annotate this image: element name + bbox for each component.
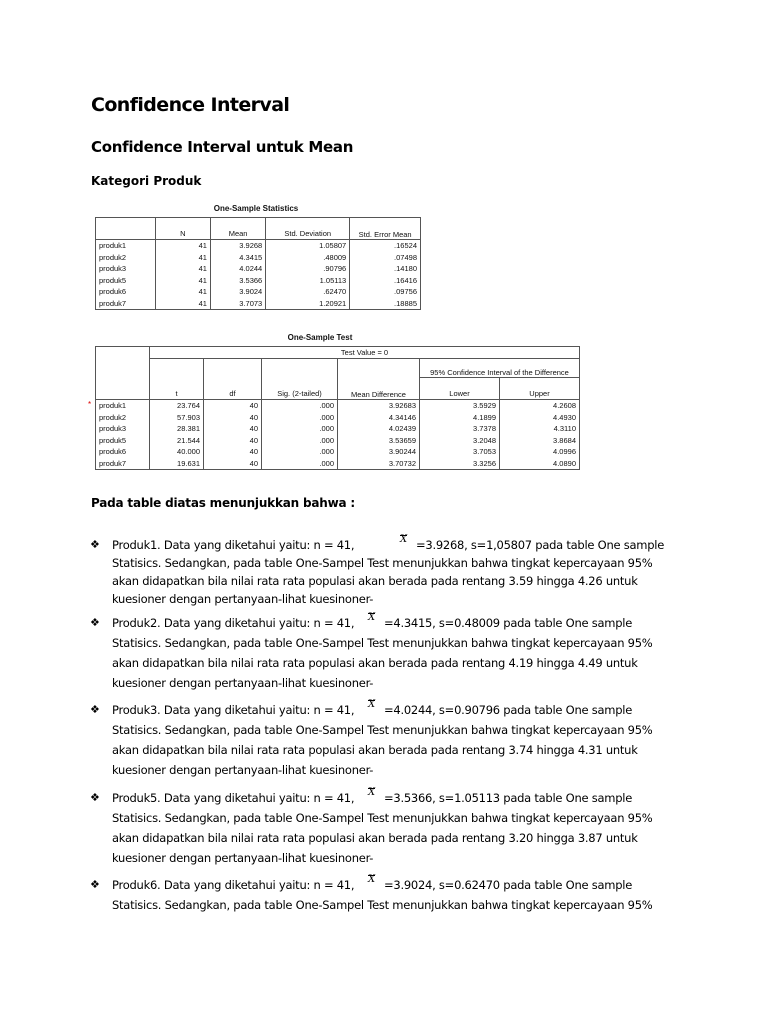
section-heading: Confidence Interval untuk Mean [91, 138, 354, 156]
table-cell: .000 [262, 458, 338, 470]
table-cell: .48009 [266, 252, 350, 264]
table-row [96, 435, 580, 447]
item-line-1-post: =4.0244, s=0.90796 pada table One sample [384, 703, 633, 717]
table-cell: 4.4930 [500, 412, 580, 424]
item-line-4: kuesioner dengan pertanyaan-lihat kuesinoner- [112, 676, 374, 690]
table-cell: 1.05113 [266, 275, 350, 287]
row-label: produk2 [96, 252, 156, 264]
row-label: produk7 [96, 458, 150, 470]
table-cell: 41 [155, 298, 210, 310]
table-cell: 4.02439 [338, 423, 420, 435]
col-header: Sig. (2-tailed) [262, 378, 338, 400]
table-cell: 3.3256 [420, 458, 500, 470]
table-row [96, 446, 580, 458]
table-row [96, 240, 421, 252]
table-cell: 40 [204, 412, 262, 424]
diamond-bullet-icon: ❖ [90, 791, 100, 804]
table-cell: .07498 [350, 252, 421, 264]
table-cell: 3.8684 [500, 435, 580, 447]
test-table [95, 346, 580, 470]
table-cell: .09756 [350, 286, 421, 298]
xbar-symbol: X [368, 699, 375, 710]
diamond-bullet-icon: ❖ [90, 703, 100, 716]
table-cell: 3.70732 [338, 458, 420, 470]
list-item [90, 874, 680, 918]
table-cell: 3.7053 [420, 446, 500, 458]
item-line-3: akan didapatkan bila nilai rata rata populasi akan berada pada rentang 4.19 hingga 4.49 untuk [112, 656, 638, 670]
item-line-1-pre: Produk5. Data yang diketahui yaitu: n = 41, [112, 791, 355, 805]
table-row [96, 412, 580, 424]
row-label: produk1 [96, 400, 150, 412]
table-cell: .000 [262, 435, 338, 447]
test-table-title: One-Sample Test [287, 333, 353, 342]
table-cell: .62470 [266, 286, 350, 298]
item-line-4: kuesioner dengan pertanyaan-lihat kuesinoner- [112, 592, 374, 606]
table-cell: 41 [155, 263, 210, 275]
col-header: Std. Deviation [266, 218, 350, 240]
xbar-symbol: X [368, 612, 375, 623]
item-line-2: Statisics. Sedangkan, pada table One-Sampel Test menunjukkan bahwa tingkat kepercayaan 95% [112, 636, 653, 650]
table-cell: .000 [262, 423, 338, 435]
table-row [96, 252, 421, 264]
table-cell: .14180 [350, 263, 421, 275]
table-cell: 40 [204, 423, 262, 435]
table-cell: 40 [204, 400, 262, 412]
item-line-3: akan didapatkan bila nilai rata rata populasi akan berada pada rentang 3.74 hingga 4.31 untuk [112, 743, 638, 757]
item-line-1-pre: Produk1. Data yang diketahui yaitu: n = 41, [112, 538, 355, 552]
table-cell: 4.0996 [500, 446, 580, 458]
table-cell: 41 [155, 240, 210, 252]
table-cell: 21.544 [150, 435, 204, 447]
table-cell: 4.2608 [500, 400, 580, 412]
col-header: Std. Error Mean [350, 218, 421, 240]
item-line-2: Statisics. Sedangkan, pada table One-Sampel Test menunjukkan bahwa tingkat kepercayaan 95% [112, 556, 653, 570]
item-line-3: akan didapatkan bila nilai rata rata populasi akan berada pada rentang 3.20 hingga 3.87 untuk [112, 831, 638, 845]
row-label: produk6 [96, 286, 156, 298]
row-label: produk3 [96, 263, 156, 275]
table-cell: 3.90244 [338, 446, 420, 458]
diamond-bullet-icon: ❖ [90, 538, 100, 551]
table-cell: 4.0890 [500, 458, 580, 470]
item-line-1-pre: Produk3. Data yang diketahui yaitu: n = 41, [112, 703, 355, 717]
row-label: produk5 [96, 435, 150, 447]
list-item [90, 787, 680, 867]
item-line-2: Statisics. Sedangkan, pada table One-Sampel Test menunjukkan bahwa tingkat kepercayaan 95% [112, 898, 653, 912]
item-line-4: kuesioner dengan pertanyaan-lihat kuesinoner- [112, 851, 374, 865]
table-cell: 41 [155, 275, 210, 287]
row-label: produk6 [96, 446, 150, 458]
xbar-symbol: X [368, 874, 375, 885]
row-label: produk2 [96, 412, 150, 424]
table-cell: 3.7378 [420, 423, 500, 435]
table-cell: 28.381 [150, 423, 204, 435]
row-label: produk3 [96, 423, 150, 435]
item-line-1-pre: Produk6. Data yang diketahui yaitu: n = 41, [112, 878, 355, 892]
table-row [96, 400, 580, 412]
table-cell: .16524 [350, 240, 421, 252]
col-header: Mean Difference [338, 378, 420, 400]
table-cell: 3.92683 [338, 400, 420, 412]
table-row [96, 298, 421, 310]
item-line-1-pre: Produk2. Data yang diketahui yaitu: n = 41, [112, 616, 355, 630]
table-cell: .18885 [350, 298, 421, 310]
row-label: produk5 [96, 275, 156, 287]
list-item [90, 534, 680, 608]
table-cell: 3.5929 [420, 400, 500, 412]
table-row [96, 263, 421, 275]
stats-table [95, 217, 421, 310]
red-asterisk-marker: * [88, 400, 92, 409]
col-header: df [204, 378, 262, 400]
table-cell: 40 [204, 458, 262, 470]
table-cell: 4.3110 [500, 423, 580, 435]
item-line-1-post: =3.9024, s=0.62470 pada table One sample [384, 878, 633, 892]
intro-text: Pada table diatas menunjukkan bahwa : [91, 496, 355, 510]
xbar-symbol: X [400, 534, 407, 545]
table-row [96, 286, 421, 298]
item-line-1-post: =3.9268, s=1,05807 pada table One sample [416, 538, 665, 552]
diamond-bullet-icon: ❖ [90, 878, 100, 891]
table-cell: 41 [155, 286, 210, 298]
item-line-1-post: =3.5366, s=1.05113 pada table One sample [384, 791, 633, 805]
col-header: Mean [210, 218, 265, 240]
col-header: N [155, 218, 210, 240]
item-line-2: Statisics. Sedangkan, pada table One-Sampel Test menunjukkan bahwa tingkat kepercayaan 95% [112, 723, 653, 737]
ci-header: 95% Confidence Interval of the Difference [420, 359, 580, 378]
list-item [90, 612, 680, 692]
table-row [96, 458, 580, 470]
table-cell: 23.764 [150, 400, 204, 412]
table-cell: 40 [204, 435, 262, 447]
table-cell: 3.9024 [210, 286, 265, 298]
table-row [96, 275, 421, 287]
table-cell: 3.53659 [338, 435, 420, 447]
list-item [90, 699, 680, 779]
table-cell: 19.631 [150, 458, 204, 470]
table-cell: 3.9268 [210, 240, 265, 252]
col-header: Lower [420, 378, 500, 400]
table-cell: 4.1899 [420, 412, 500, 424]
table-cell: 57.903 [150, 412, 204, 424]
table-cell: 3.7073 [210, 298, 265, 310]
table-cell: 41 [155, 252, 210, 264]
table-cell: 4.0244 [210, 263, 265, 275]
table-cell: 1.05807 [266, 240, 350, 252]
test-value-header: Test Value = 0 [150, 347, 580, 359]
item-line-3: akan didapatkan bila nilai rata rata populasi akan berada pada rentang 3.59 hingga 4.26 untuk [112, 574, 638, 588]
table-cell: .000 [262, 400, 338, 412]
col-header: Upper [500, 378, 580, 400]
row-label: produk7 [96, 298, 156, 310]
table-cell: 40 [204, 446, 262, 458]
stats-table-title: One-Sample Statistics [213, 204, 299, 213]
table-cell: .000 [262, 412, 338, 424]
table-cell: 3.5366 [210, 275, 265, 287]
diamond-bullet-icon: ❖ [90, 616, 100, 629]
xbar-symbol: X [368, 787, 375, 798]
table-cell: .000 [262, 446, 338, 458]
table-cell: 4.34146 [338, 412, 420, 424]
row-label: produk1 [96, 240, 156, 252]
subsection-heading: Kategori Produk [91, 174, 202, 188]
col-header: t [150, 378, 204, 400]
table-cell: 40.000 [150, 446, 204, 458]
table-cell: 4.3415 [210, 252, 265, 264]
item-line-2: Statisics. Sedangkan, pada table One-Sampel Test menunjukkan bahwa tingkat kepercayaan 95% [112, 811, 653, 825]
item-line-1-post: =4.3415, s=0.48009 pada table One sample [384, 616, 633, 630]
table-cell: 3.2048 [420, 435, 500, 447]
table-cell: .90796 [266, 263, 350, 275]
table-cell: 1.20921 [266, 298, 350, 310]
item-line-4: kuesioner dengan pertanyaan-lihat kuesinoner- [112, 763, 374, 777]
table-row [96, 423, 580, 435]
table-cell: .16416 [350, 275, 421, 287]
page-title: Confidence Interval [91, 94, 290, 116]
